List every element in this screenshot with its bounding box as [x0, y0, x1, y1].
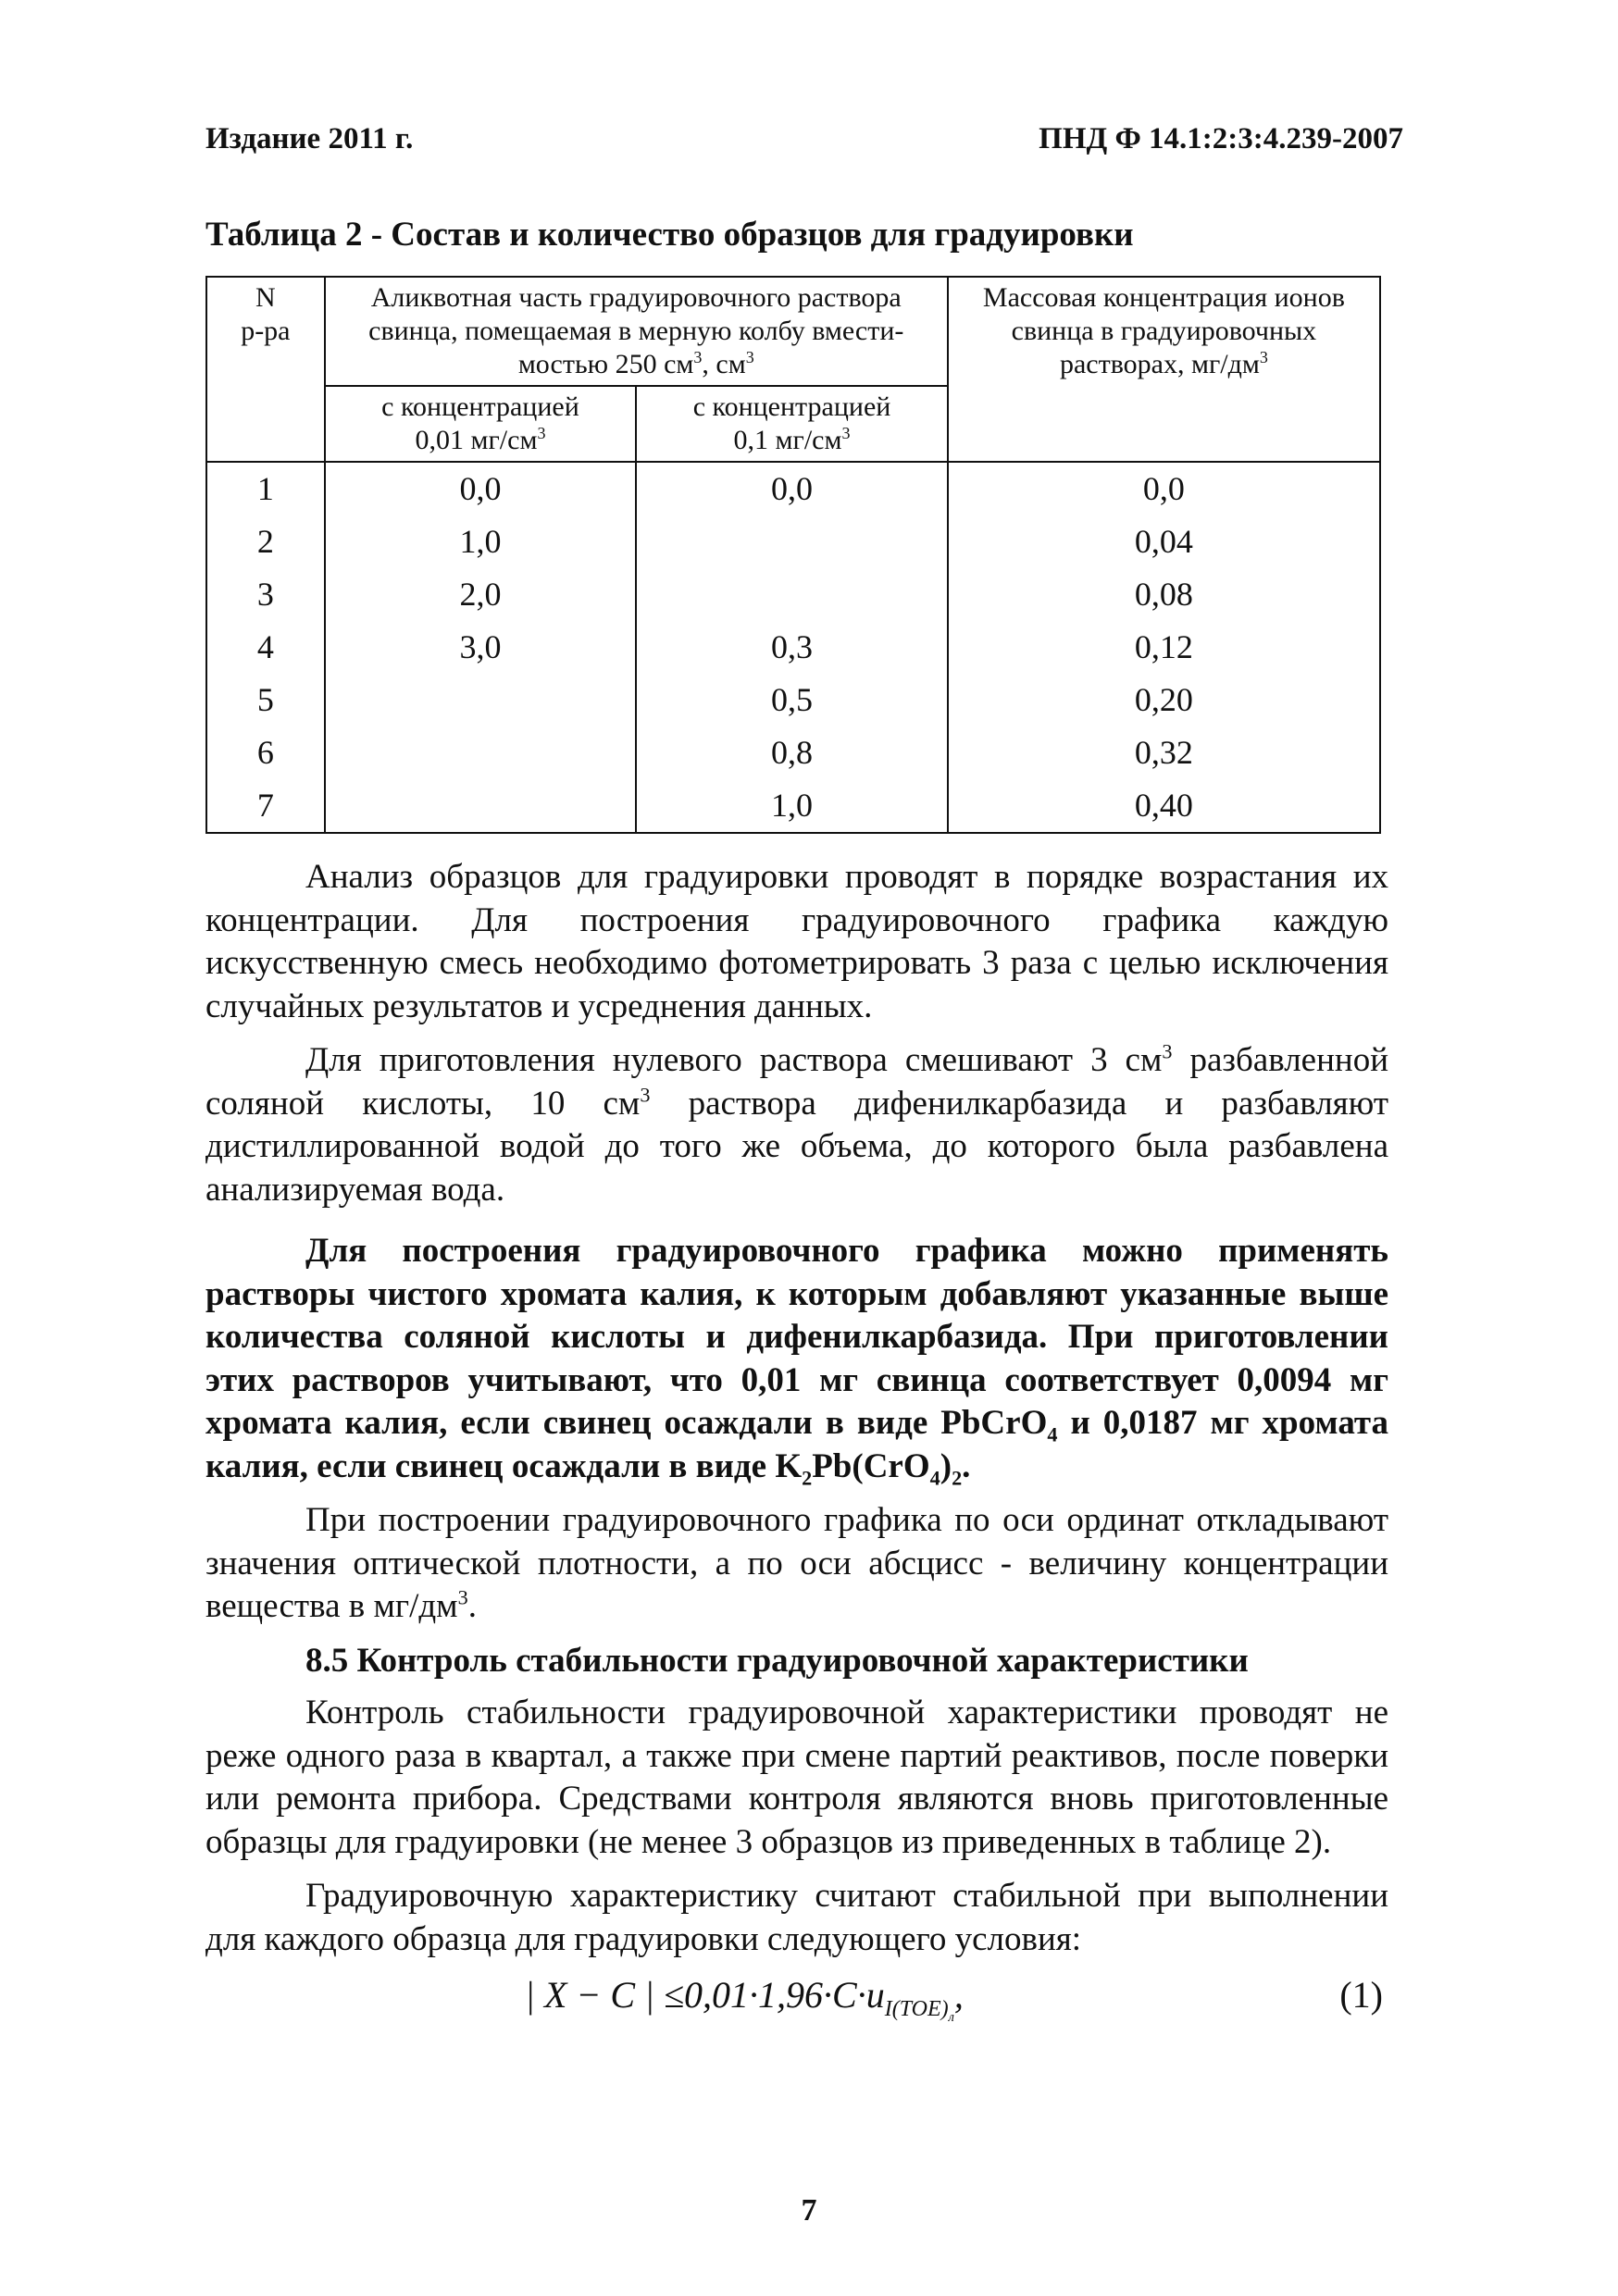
- formula-number: (1): [1339, 1974, 1383, 2016]
- col-header-aliquot: [325, 277, 948, 386]
- table-cell-a: [325, 779, 637, 833]
- table-cell-a: 1,0: [325, 515, 637, 568]
- paragraph-control: Контроль стабильности градуировочной характеристики проводят не реже одного раза в квартал, а также при смене партий реактивов, после поверки или ремонта прибора. Средствами контроля являются вновь приготовленные образцы для градуировки (не менее 3 образцов из приведенных в таблице 2).: [205, 1694, 1388, 1861]
- edition-label: Издание 2011 г.: [205, 122, 414, 155]
- table-row: [206, 462, 1380, 515]
- col-aliquot-main: Аликвотная часть градуировочного раствора свинца, помещаемая в мерную колбу вмести-мостью 250 см: [368, 282, 904, 379]
- sup-3: 3: [693, 348, 703, 366]
- sup-3: 3: [640, 1083, 651, 1107]
- table-cell-n: 4: [206, 621, 325, 674]
- col-conc-line3: растворах, мг/дм: [1059, 349, 1260, 379]
- sub1-line1: с концентрацией: [381, 391, 579, 422]
- sup-3: 3: [745, 348, 754, 366]
- table-cell-c: 0,08: [948, 568, 1380, 621]
- table-row: [206, 674, 1380, 726]
- calibration-table: [205, 276, 1381, 834]
- table-row: [206, 726, 1380, 779]
- paragraph-zero-solution: Для приготовления нулевого раствора смешивают 3 $см^3$ разбавленной соляной кислоты, 10 $см^3$ раствора дифенилкарбазида и разбавляют дистиллированной водой до того же объема, до которого была разбавлена анализируемая вода.: [205, 1039, 1389, 1209]
- table-cell-c: 0,20: [948, 674, 1380, 726]
- paragraph-chromate: Для построения градуировочного графика можно применять растворы чистого хромата калия, к которым добавляют указанные выше количества соляной кислоты и дифенилкарбазида. При приготовлении этих растворов учитывают, что 0,01 мг свинца соответствует 0,0094 мг хромата калия, если свинец осаждали в виде PbCrO$_4$ и 0,0187 мг хромата калия, если свинец осаждали в виде $K_2Pb(CrO_4)_2$.: [205, 1232, 1388, 1489]
- table-cell-b: 0,3: [636, 621, 948, 674]
- table-cell-b: 1,0: [636, 779, 948, 833]
- table-cell-a: [325, 726, 637, 779]
- table-cell-n: 3: [206, 568, 325, 621]
- sup-3: 3: [537, 424, 546, 442]
- col-conc-line2: свинца в градуировочных: [1011, 316, 1317, 346]
- paragraph-analysis: Анализ образцов для градуировки проводят в порядке возрастания их концентрации. Для построения градуировочного графика каждую искусственную смесь необходимо фотометрировать 3 раза с целью исключения случайных результатов и усреднения данных.: [205, 858, 1388, 1025]
- table-cell-n: 1: [206, 462, 325, 515]
- col-aliquot-unit: , см: [702, 349, 746, 379]
- table-cell-b: 0,8: [636, 726, 948, 779]
- subheader-conc-01: [636, 386, 948, 462]
- table-cell-a: 2,0: [325, 568, 637, 621]
- sup-3: 3: [1259, 348, 1268, 366]
- formula: [205, 1972, 1388, 2031]
- col-number-line2: р-ра: [241, 316, 291, 346]
- table-caption: Таблица 2 - Состав и количество образцов для градуировки: [205, 216, 1134, 254]
- table-cell-c: 0,40: [948, 779, 1380, 833]
- sup-3: 3: [457, 1585, 468, 1609]
- sub1-line2: 0,01 мг/см: [415, 425, 538, 455]
- paragraph-graph-axes: При построении градуировочного графика по оси ординат откладывают значения оптической плотности, а по оси абсцисс - величину концентрации вещества в $мг/дм^3$.: [205, 1501, 1388, 1625]
- table-row: [206, 779, 1380, 833]
- table-cell-n: 7: [206, 779, 325, 833]
- sub2-line2: 0,1 мг/см: [733, 425, 842, 455]
- table-cell-a: 3,0: [325, 621, 637, 674]
- table-cell-b: 0,0: [636, 462, 948, 515]
- table-cell-c: 0,32: [948, 726, 1380, 779]
- sub2-line1: с концентрацией: [692, 391, 891, 422]
- section-heading: 8.5 Контроль стабильности градуировочной характеристики: [305, 1641, 1249, 1680]
- table-cell-a: 0,0: [325, 462, 637, 515]
- paragraph-condition: Градуировочную характеристику считают стабильной при выполнении для каждого образца для градуировки следующего условия:: [205, 1877, 1388, 1958]
- table-cell-n: 2: [206, 515, 325, 568]
- table-cell-a: [325, 674, 637, 726]
- col-number-line1: N: [255, 282, 276, 313]
- table-row: [206, 621, 1380, 674]
- table-cell-c: 0,04: [948, 515, 1380, 568]
- col-header-concentration: [948, 277, 1380, 462]
- table-cell-c: 0,12: [948, 621, 1380, 674]
- subheader-conc-001: [325, 386, 637, 462]
- table-cell-b: [636, 568, 948, 621]
- table-row: [206, 568, 1380, 621]
- table-row: [206, 515, 1380, 568]
- formula-subscript: I(TOE)л: [884, 1997, 954, 2025]
- page-number: 7: [801, 2193, 817, 2228]
- formula-expression: | X − C | $\le 0,01\cdot 1,96\cdot C\cdot u_{I(TOE)_л}$,: [525, 1974, 964, 2025]
- table-cell-b: 0,5: [636, 674, 948, 726]
- sup-3: 3: [841, 424, 851, 442]
- table-cell-n: 6: [206, 726, 325, 779]
- table-cell-n: 5: [206, 674, 325, 726]
- sup-3: 3: [1162, 1039, 1173, 1063]
- document-code: ПНД Ф 14.1:2:3:4.239-2007: [1039, 122, 1403, 155]
- table-cell-b: [636, 515, 948, 568]
- table-cell-c: 0,0: [948, 462, 1380, 515]
- body-text: [205, 856, 1388, 2031]
- col-header-number: [206, 277, 325, 462]
- col-conc-line1: Массовая концентрация ионов: [982, 282, 1345, 313]
